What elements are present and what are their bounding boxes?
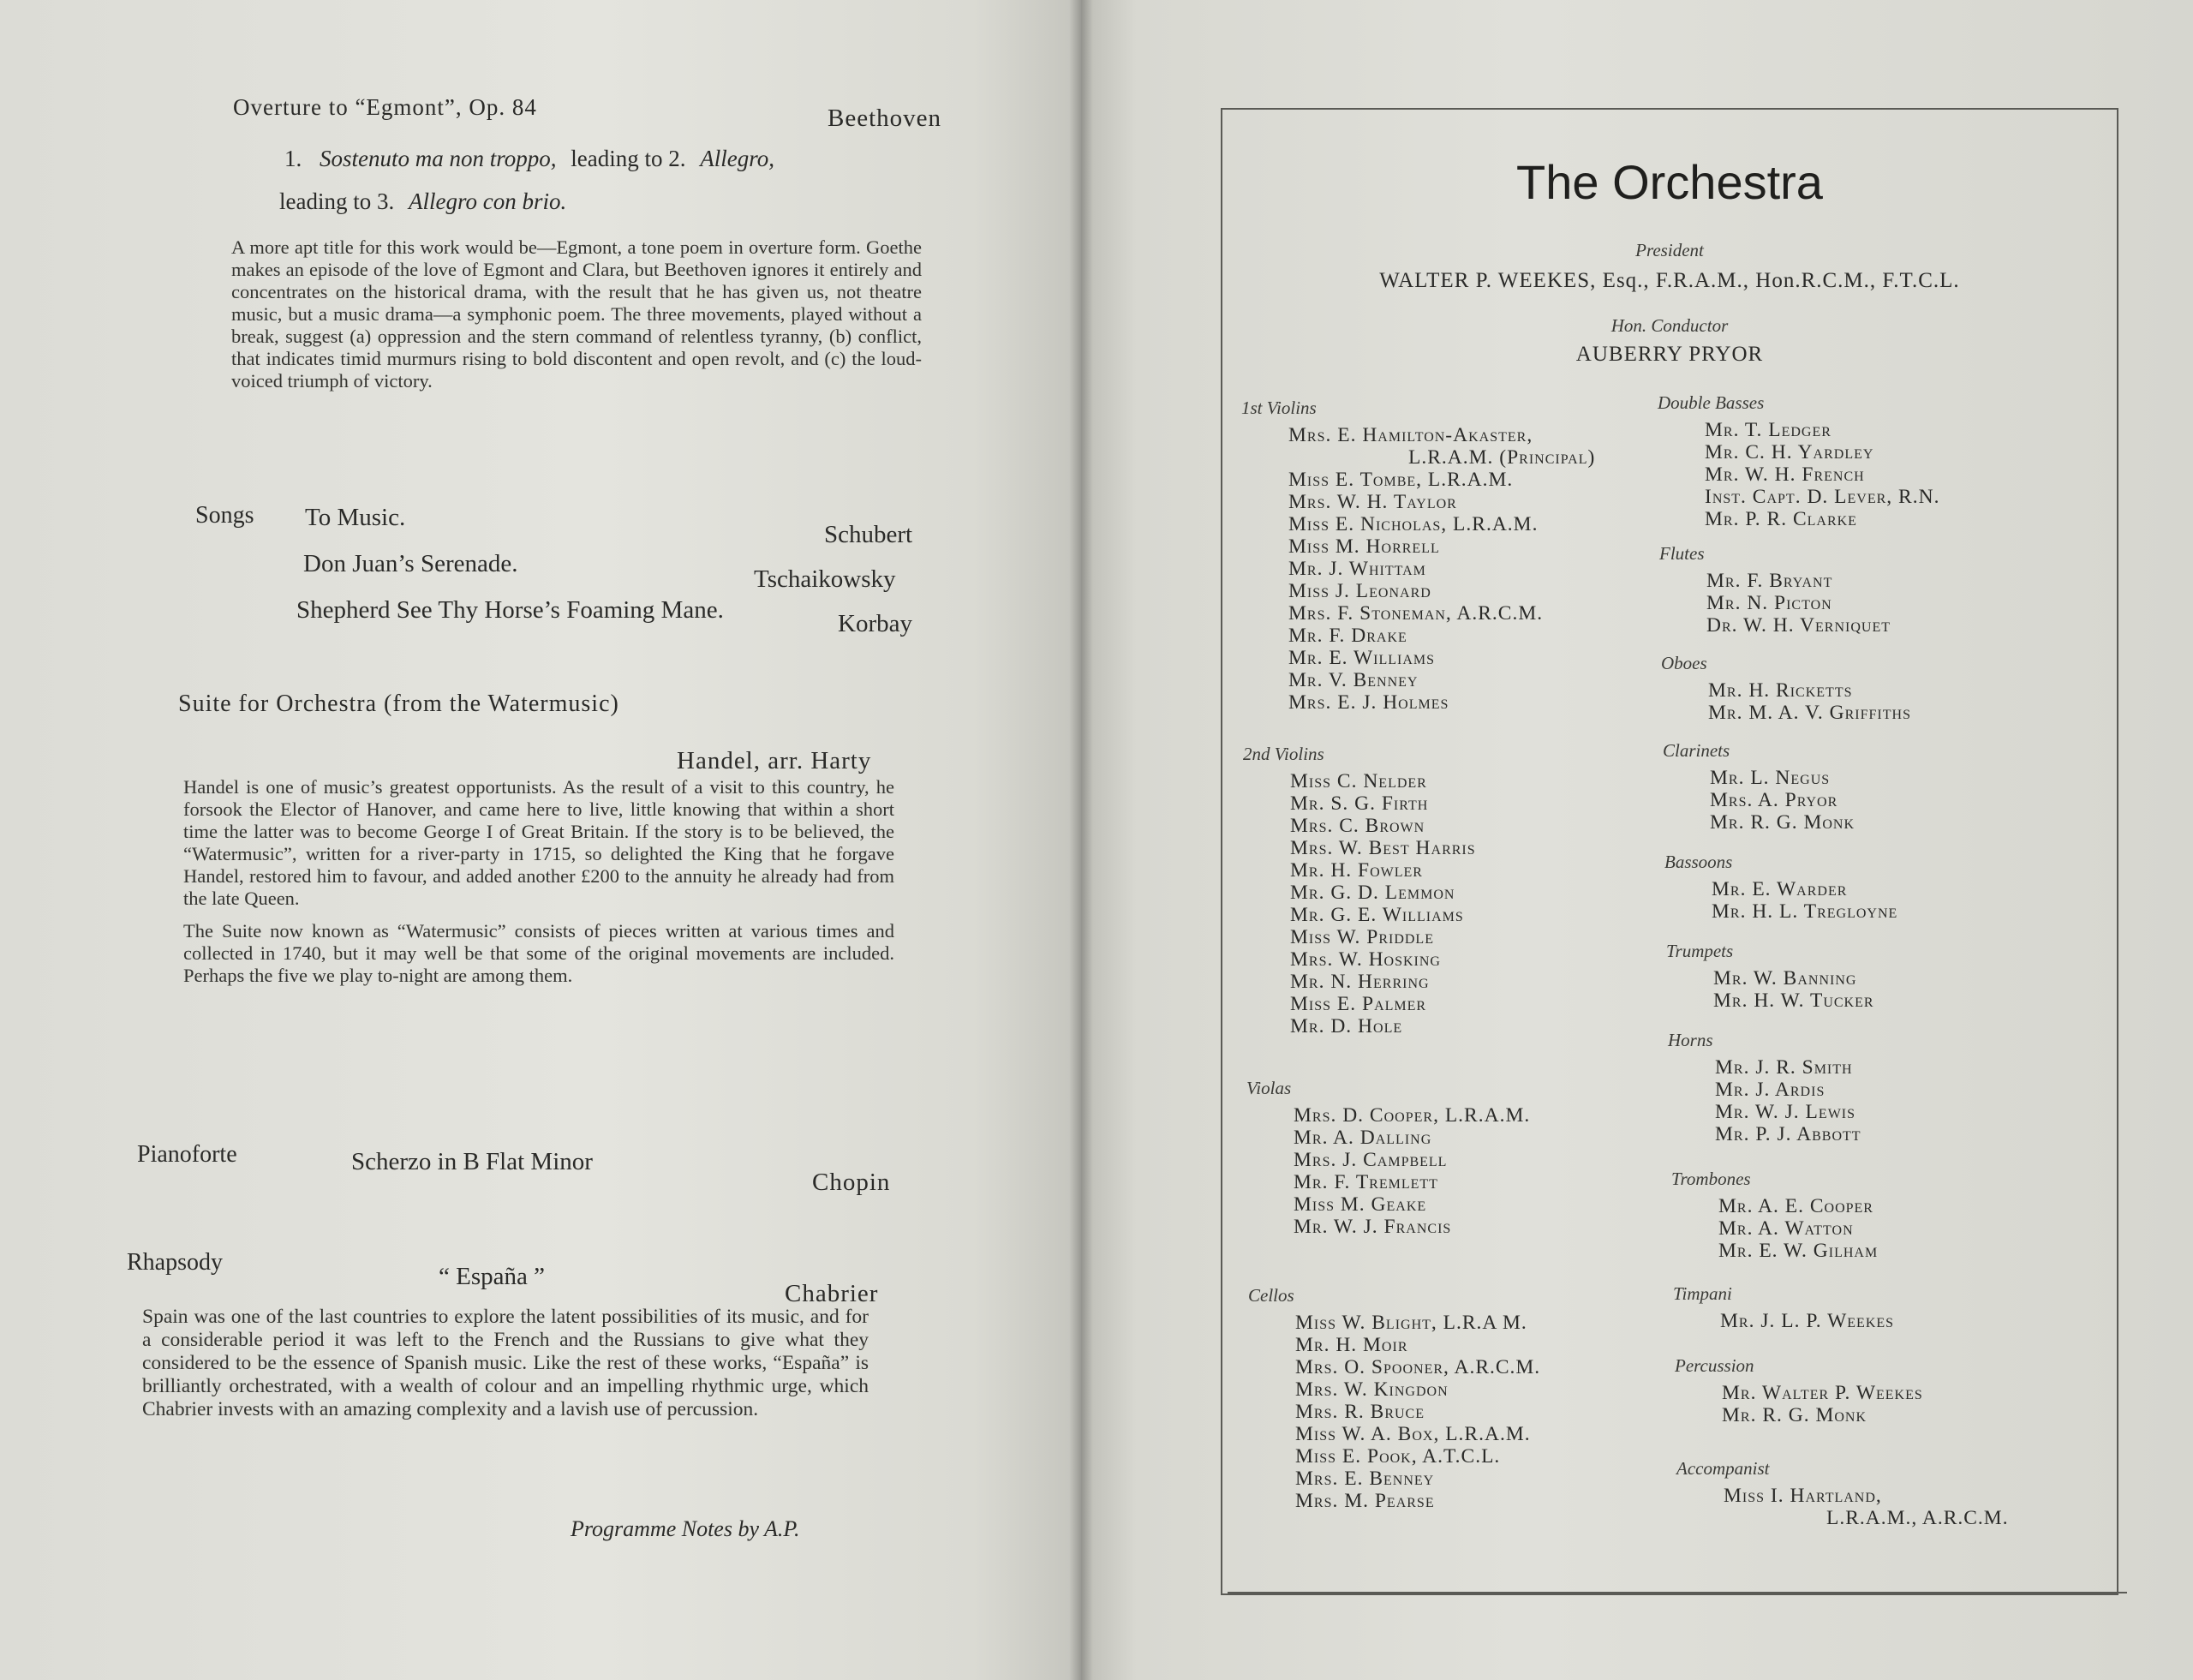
member: Miss E. Pook, A.T.C.L. xyxy=(1295,1445,1501,1468)
song-composer-2: Tschaikowsky xyxy=(754,565,896,593)
section-double-basses xyxy=(1658,392,1939,530)
member: Mr. J. Ardis xyxy=(1715,1079,1826,1101)
song-title-2: Don Juan’s Serenade. xyxy=(303,550,518,577)
president-name: WALTER P. WEEKES, Esq., F.R.A.M., Hon.R.C.M., F.T.C.L. xyxy=(1379,269,1960,292)
member: Mr. A. Watton xyxy=(1718,1217,1854,1240)
member: Miss W. Blight, L.R.A M. xyxy=(1295,1312,1527,1334)
member: Miss E. Palmer xyxy=(1290,993,1427,1015)
egmont-movements-line-1 xyxy=(284,146,774,172)
member: Mr. Walter P. Weekes xyxy=(1722,1382,1923,1404)
member: Miss I. Hartland, xyxy=(1724,1485,1882,1507)
member: Mrs. W. Kingdon xyxy=(1295,1378,1449,1401)
member: Mr. R. G. Monk xyxy=(1710,811,1855,834)
section-horns xyxy=(1668,1030,1861,1145)
member: Mr. J. R. Smith xyxy=(1715,1056,1853,1079)
member: Mr. L. Negus xyxy=(1710,767,1831,789)
section-heading: Percussion xyxy=(1675,1355,1754,1376)
pianoforte-composer: Chopin xyxy=(812,1169,891,1196)
section-clarinets xyxy=(1663,740,1855,834)
member-list xyxy=(1658,419,1939,530)
section-bassoons xyxy=(1664,852,1897,923)
member: Mr. A. Dalling xyxy=(1294,1127,1432,1149)
section-heading: Flutes xyxy=(1659,543,1705,564)
section-heading: Timpani xyxy=(1673,1283,1732,1304)
member: Mrs. R. Bruce xyxy=(1295,1401,1425,1423)
section-cellos xyxy=(1248,1285,1540,1512)
member: Mr. E. Warder xyxy=(1712,878,1848,900)
section-heading: Oboes xyxy=(1661,653,1707,673)
section-heading: Violas xyxy=(1246,1078,1292,1098)
member: Miss C. Nelder xyxy=(1290,770,1427,792)
section-heading: Cellos xyxy=(1248,1285,1294,1306)
member: Mrs. E. J. Holmes xyxy=(1288,691,1449,714)
member: Mr. H. L. Tregloyne xyxy=(1712,900,1898,923)
member: Miss E. Nicholas, L.R.A.M. xyxy=(1288,513,1539,535)
lead-text: leading to 2. xyxy=(571,146,686,171)
member-list xyxy=(1666,967,1874,1012)
section-flutes xyxy=(1659,543,1891,637)
member: L.R.A.M. (Principal) xyxy=(1408,446,1596,469)
section-trumpets xyxy=(1666,941,1874,1012)
member: Mrs. W. Best Harris xyxy=(1290,837,1476,859)
suite-title: Suite for Orchestra (from the Watermusic) xyxy=(178,691,619,717)
member: Mr. G. D. Lemmon xyxy=(1290,882,1455,904)
member: Mrs. W. H. Taylor xyxy=(1288,491,1457,513)
member-list xyxy=(1661,679,1911,724)
member: Mr. H. Ricketts xyxy=(1708,679,1853,702)
egmont-composer: Beethoven xyxy=(828,105,942,132)
conductor-label: Hon. Conductor xyxy=(1610,315,1729,336)
member: Mr. W. J. Lewis xyxy=(1715,1101,1856,1123)
member: Mrs. C. Brown xyxy=(1290,815,1425,837)
song-composer-3: Korbay xyxy=(838,610,912,637)
member: Mr. W. Banning xyxy=(1713,967,1857,989)
member: Mr. T. Ledger xyxy=(1705,419,1831,441)
section-percussion xyxy=(1675,1355,1923,1426)
member: Mr. R. G. Monk xyxy=(1722,1404,1867,1426)
member-list xyxy=(1241,424,1595,714)
member: Mr. C. H. Yardley xyxy=(1705,441,1874,463)
member: Mr. E. Williams xyxy=(1288,647,1436,669)
member: Mrs. A. Pryor xyxy=(1710,789,1838,811)
pianoforte-label: Pianoforte xyxy=(137,1141,237,1168)
member-list xyxy=(1246,1104,1530,1238)
suite-composer: Handel, arr. Harty xyxy=(677,747,872,774)
section-heading: 2nd Violins xyxy=(1243,744,1324,764)
section-violas xyxy=(1246,1078,1530,1238)
orchestra-frame xyxy=(1221,108,2118,1595)
member: Mr. M. A. V. Griffiths xyxy=(1708,702,1911,724)
member: Mr. W. J. Francis xyxy=(1294,1216,1452,1238)
member: Mr. P. J. Abbott xyxy=(1715,1123,1861,1145)
member: Mr. D. Hole xyxy=(1290,1015,1403,1037)
member: Mrs. J. Campbell xyxy=(1294,1149,1448,1171)
member: Mrs. F. Stoneman, A.R.C.M. xyxy=(1288,602,1544,625)
member-list xyxy=(1664,878,1897,923)
rhapsody-note: Spain was one of the last countries to explore the latent possibilities of its music, and for a considerable period it was left to the French and the Russians to give what they considered to be the essence of Spanish music. Like the rest of these works, “España” is brilliantly orchestrated, with a wealth of colour and an impelling rhythmic urge, which Chabrier invests with an amazing complexity and a lavish use of percussion. xyxy=(142,1306,869,1420)
member: Mr. H. W. Tucker xyxy=(1713,989,1874,1012)
pianoforte-title: Scherzo in B Flat Minor xyxy=(351,1148,593,1175)
member-list xyxy=(1663,767,1855,834)
left-page xyxy=(0,0,1081,1680)
song-composer-1: Schubert xyxy=(824,521,913,548)
section-trombones xyxy=(1671,1169,1878,1262)
member: Miss W. A. Box, L.R.A.M. xyxy=(1295,1423,1531,1445)
section-heading: 1st Violins xyxy=(1241,398,1317,418)
song-title-3: Shepherd See Thy Horse’s Foaming Mane. xyxy=(296,596,724,624)
member: Mr. S. G. Firth xyxy=(1290,792,1429,815)
member: Mr. V. Benney xyxy=(1288,669,1419,691)
member: Miss M. Geake xyxy=(1294,1193,1427,1216)
member: Dr. W. H. Verniquet xyxy=(1706,614,1891,637)
section-heading: Trumpets xyxy=(1666,941,1734,961)
member: Inst. Capt. D. Lever, R.N. xyxy=(1705,486,1940,508)
member-list xyxy=(1668,1056,1861,1145)
section-2nd-violins xyxy=(1243,744,1476,1037)
member: Mr. H. Fowler xyxy=(1290,859,1423,882)
tempo-allegro: Allegro, xyxy=(700,146,774,171)
egmont-title: Overture to “Egmont”, Op. 84 xyxy=(233,94,537,120)
frame-bottom-rule xyxy=(1228,1592,2127,1593)
section-heading: Bassoons xyxy=(1664,852,1733,872)
member: Mr. H. Moir xyxy=(1295,1334,1408,1356)
rhapsody-label: Rhapsody xyxy=(127,1249,223,1276)
member: Mrs. E. Benney xyxy=(1295,1468,1435,1490)
section-oboes xyxy=(1661,653,1911,724)
section-timpani xyxy=(1673,1283,1894,1332)
member-list xyxy=(1675,1382,1923,1426)
member: Mr. W. H. French xyxy=(1705,463,1865,486)
president-label: President xyxy=(1635,240,1704,260)
egmont-note: A more apt title for this work would be—Egmont, a tone poem in overture form. Goethe makes an episode of the love of Egmont and Clara, but Beethoven ignores it entirely and concentrates on the historical drama, with the result that he has given us, not theatre music, but a music drama—a symphonic poem. The three movements, played without a break, suggest (a) oppression and the stern command of relentless tyranny, (b) conflict, that indicates timid murmurs rising to bold discontent and open revolt, and (c) the loud-voiced triumph of victory. xyxy=(231,236,922,392)
member: Mr. F. Drake xyxy=(1288,625,1407,647)
member: Mr. F. Tremlett xyxy=(1294,1171,1438,1193)
member: Mr. A. E. Cooper xyxy=(1718,1195,1873,1217)
member-list xyxy=(1673,1310,1894,1332)
member-list xyxy=(1659,570,1891,637)
member: Miss J. Leonard xyxy=(1288,580,1431,602)
member: Mr. J. Whittam xyxy=(1288,558,1426,580)
member: Mr. J. L. P. Weekes xyxy=(1720,1310,1895,1332)
movement-number: 1. xyxy=(284,146,302,171)
suite-note: Handel is one of music’s greatest opportunists. As the result of a visit to this country, he forsook the Elector of Hanover, and came here to live, little knowing that within a short time the latter was to become George I of Great Britain. If the story is to be believed, the “Watermusic”, written for a river-party in 1715, so delighted the King that he forgave Handel, restored him to favour, and added another £200 to the annuity he already had from the late Queen. The Suite now known as “Watermusic” consists of pieces written at various times and collected in 1740, but it may well be that some of the original movements are included. Perhaps the five we play to-night are among them. xyxy=(183,776,894,986)
member: Mr. P. R. Clarke xyxy=(1705,508,1857,530)
conductor-name: AUBERRY PRYOR xyxy=(1575,343,1764,366)
member: Miss M. Horrell xyxy=(1288,535,1440,558)
member: Miss E. Tombe, L.R.A.M. xyxy=(1288,469,1514,491)
tempo-sostenuto: Sostenuto ma non troppo, xyxy=(320,146,557,171)
section-heading: Double Basses xyxy=(1658,392,1765,413)
tempo-allegro-con-brio: Allegro con brio. xyxy=(408,188,567,214)
section-heading: Clarinets xyxy=(1663,740,1730,761)
orchestra-title: The Orchestra xyxy=(1516,155,1823,209)
section-heading: Accompanist xyxy=(1676,1458,1770,1479)
member: Mrs. D. Cooper, L.R.A.M. xyxy=(1294,1104,1531,1127)
member-list xyxy=(1248,1312,1540,1512)
egmont-movements-line-2 xyxy=(279,188,566,215)
rhapsody-composer: Chabrier xyxy=(785,1280,879,1307)
programme-notes-credit: Programme Notes by A.P. xyxy=(571,1516,800,1541)
songs-label: Songs xyxy=(195,502,254,529)
member: Mrs. M. Pearse xyxy=(1295,1490,1435,1512)
member-list xyxy=(1243,770,1476,1037)
book-gutter xyxy=(1069,0,1093,1680)
song-title-1: To Music. xyxy=(305,504,406,531)
section-heading: Trombones xyxy=(1671,1169,1751,1189)
member-list xyxy=(1676,1485,2009,1529)
member: Mr. N. Picton xyxy=(1706,592,1832,614)
member: Mr. N. Herring xyxy=(1290,971,1430,993)
member-list xyxy=(1671,1195,1878,1262)
member: Miss W. Priddle xyxy=(1290,926,1434,948)
member: Mrs. E. Hamilton-Akaster, xyxy=(1288,424,1533,446)
lead-text: leading to 3. xyxy=(279,188,395,214)
member: Mr. F. Bryant xyxy=(1706,570,1833,592)
member: Mrs. W. Hosking xyxy=(1290,948,1441,971)
member: Mr. G. E. Williams xyxy=(1290,904,1464,926)
section-accompanist xyxy=(1676,1458,2009,1529)
section-heading: Horns xyxy=(1668,1030,1713,1050)
member: Mr. E. W. Gilham xyxy=(1718,1240,1879,1262)
member: Mrs. O. Spooner, A.R.C.M. xyxy=(1295,1356,1541,1378)
rhapsody-title: “ España ” xyxy=(439,1263,545,1290)
section-1st-violins xyxy=(1241,398,1595,714)
member: L.R.A.M., A.R.C.M. xyxy=(1826,1507,2009,1529)
